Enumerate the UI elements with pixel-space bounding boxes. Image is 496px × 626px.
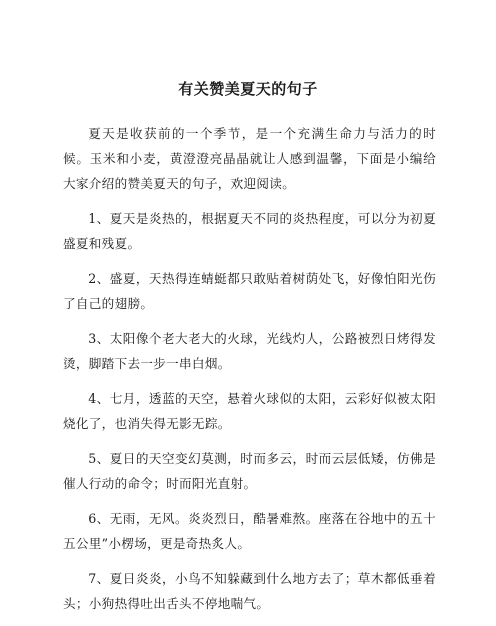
list-item-4: 4、七月，透蓝的天空，悬着火球似的太阳，云彩好似被太阳烧化了，也消失得无影无踪。 <box>63 391 436 431</box>
intro-paragraph: 夏天是收获前的一个季节，是一个充满生命力与活力的时候。玉米和小麦，黄澄澄亮晶晶就让人感到温馨，下面是小编给大家介绍的赞美夏天的句子，欢迎阅读。 <box>63 126 436 191</box>
document-title: 有关赞美夏天的句子 <box>178 80 318 98</box>
document-body <box>63 121 436 626</box>
list-item-7: 7、夏日炎炎，小鸟不知躲藏到什么地方去了；草木都低垂着头；小狗热得吐出舌头不停地喘气。 <box>63 571 436 611</box>
list-item-1: 1、夏天是炎热的，根据夏天不同的炎热程度，可以分为初夏盛夏和残夏。 <box>63 211 436 251</box>
list-item-6: 6、无雨，无风。炎炎烈日，酷暑难熬。座落在谷地中的五十五公里”小楞场，更是奇热炙人。 <box>63 511 436 551</box>
list-item-5: 5、夏日的天空变幻莫测，时而多云，时而云层低矮，仿佛是催人行动的命令；时而阳光直射。 <box>63 451 436 491</box>
list-item-2: 2、盛夏，天热得连蜻蜓都只敢贴着树荫处飞，好像怕阳光伤了自己的翅膀。 <box>63 271 436 311</box>
list-item-3: 3、太阳像个老大老大的火球，光线灼人，公路被烈日烤得发烫，脚踏下去一步一串白烟。 <box>63 331 436 371</box>
